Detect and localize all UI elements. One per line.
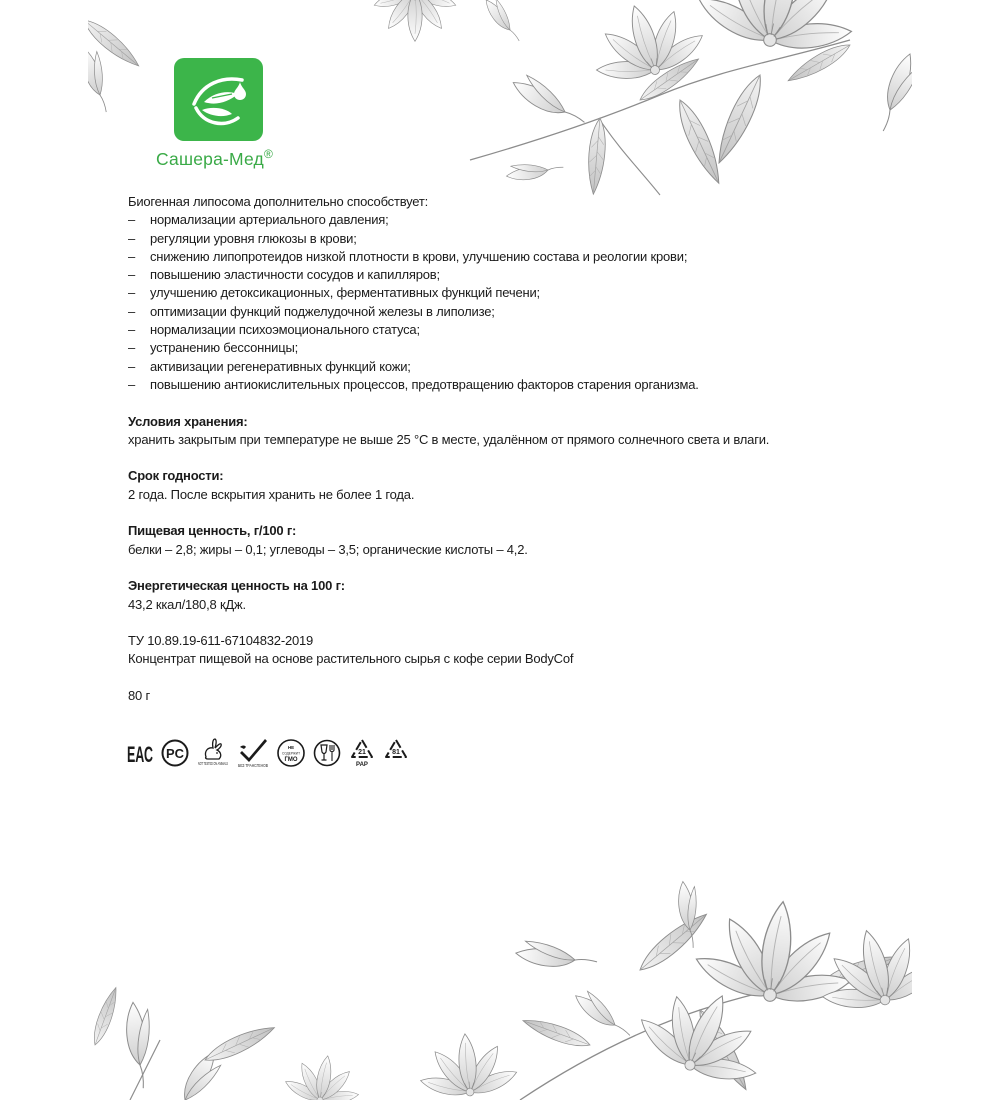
list-marker: – <box>128 230 136 246</box>
product-description <box>128 193 769 705</box>
pc-mark-text: PC <box>166 746 185 761</box>
spacer <box>128 669 769 687</box>
gmo-line-1: НЕ <box>287 745 295 750</box>
spacer <box>128 504 769 522</box>
net-weight: 80 г <box>128 688 151 704</box>
list-marker: – <box>128 212 136 228</box>
brand-name <box>156 149 273 170</box>
recycle-icon <box>348 737 376 769</box>
gmo-line-2: СОДЕРЖИТ <box>282 750 301 756</box>
leaf-drop-icon <box>174 58 263 141</box>
list-item <box>128 303 769 321</box>
top-middle-flower <box>372 0 457 41</box>
brand-logo <box>174 58 263 141</box>
list-item-text: повышению антиокислительных процессов, предотвращению факторов старения организма. <box>150 376 699 392</box>
list-item-text: снижению липопротеидов низкой плотности в крови, улучшению состава и реологии крови; <box>150 248 688 264</box>
storage-text: хранить закрытым при температуре не выше 25 °C в месте, удалённом от прямого солнечного света и влаги. <box>128 431 770 447</box>
list-item-text: улучшению детоксикационных, ферментативных функций печени; <box>150 285 540 301</box>
no-transgenic-text: БЕЗ ТРАНСГЕНОВ <box>238 763 269 768</box>
list-item <box>128 248 769 266</box>
tu-code: ТУ 10.89.19-611-67104832-2019 <box>128 633 314 649</box>
composition-intro: Биогенная липосома дополнительно способствует: <box>128 194 429 209</box>
top-right-flowers <box>470 0 922 195</box>
list-marker: – <box>128 322 136 338</box>
list-marker: – <box>128 376 136 392</box>
nutrition-title: Пищевая ценность, г/100 г: <box>128 523 297 539</box>
list-marker: – <box>128 303 136 319</box>
no-gmo-icon <box>276 738 306 768</box>
list-item-text: активизации регенеративных функций кожи; <box>150 358 411 374</box>
certification-icons <box>126 737 410 769</box>
list-marker: – <box>128 340 136 356</box>
nutrition-text: белки – 2,8; жиры – 0,1; углеводы – 3,5; органические кислоты – 4,2. <box>128 541 528 557</box>
spacer <box>128 449 769 467</box>
list-item <box>128 211 769 229</box>
storage-title: Условия хранения: <box>128 413 248 429</box>
list-item <box>128 376 769 394</box>
recycle-code: 21 <box>358 749 366 756</box>
glass-fork-icon <box>312 738 342 768</box>
brand-name-text: Сашера-Мед <box>156 149 264 169</box>
eac-mark-text: ЕАС <box>127 742 154 767</box>
list-item <box>128 358 769 376</box>
list-item-text: устранению бессонницы; <box>150 340 299 356</box>
eac-mark-icon <box>126 738 154 768</box>
list-item-text: повышению эластичности сосудов и капилляров; <box>150 267 440 283</box>
list-item <box>128 266 769 284</box>
bottom-left-buds <box>89 985 366 1100</box>
gmo-line-3: ГМО <box>284 757 298 763</box>
list-marker: – <box>128 267 136 283</box>
list-marker: – <box>128 358 136 374</box>
list-item-text: оптимизации функций поджелудочной железы в липолизе; <box>150 303 495 319</box>
recycle-icon <box>382 737 410 769</box>
energy-title: Энергетическая ценность на 100 г: <box>128 578 345 594</box>
list-marker: – <box>128 248 136 264</box>
rostest-pc-icon <box>160 738 190 768</box>
list-item <box>128 339 769 357</box>
list-item-text: нормализации психоэмоционального статуса; <box>150 322 420 338</box>
shelf-life-text: 2 года. После вскрытия хранить не более 1 года. <box>128 486 415 502</box>
list-item <box>128 230 769 248</box>
list-marker: – <box>128 285 136 301</box>
list-item <box>128 321 769 339</box>
spacer <box>128 559 769 577</box>
list-item-text: регуляции уровня глюкозы в крови; <box>150 230 357 246</box>
bottom-flowers <box>415 880 948 1100</box>
spacer <box>128 614 769 632</box>
list-item <box>128 284 769 302</box>
rabbit-icon <box>196 737 230 769</box>
product-type: Концентрат пищевой на основе растительного сырья с кофе серии BodyCof <box>128 651 574 667</box>
checkmark-icon <box>236 737 270 769</box>
spacer <box>128 394 769 412</box>
not-tested-text: NOT TESTED ON ANIMALS <box>198 761 229 766</box>
registered-mark: ® <box>263 147 274 161</box>
shelf-life-title: Срок годности: <box>128 468 224 484</box>
recycle-label: PAP <box>356 762 368 768</box>
top-left-leaf <box>77 14 144 114</box>
recycle-code: 81 <box>392 749 400 756</box>
list-item-text: нормализации артериального давления; <box>150 212 389 228</box>
energy-text: 43,2 ккал/180,8 кДж. <box>128 596 246 612</box>
